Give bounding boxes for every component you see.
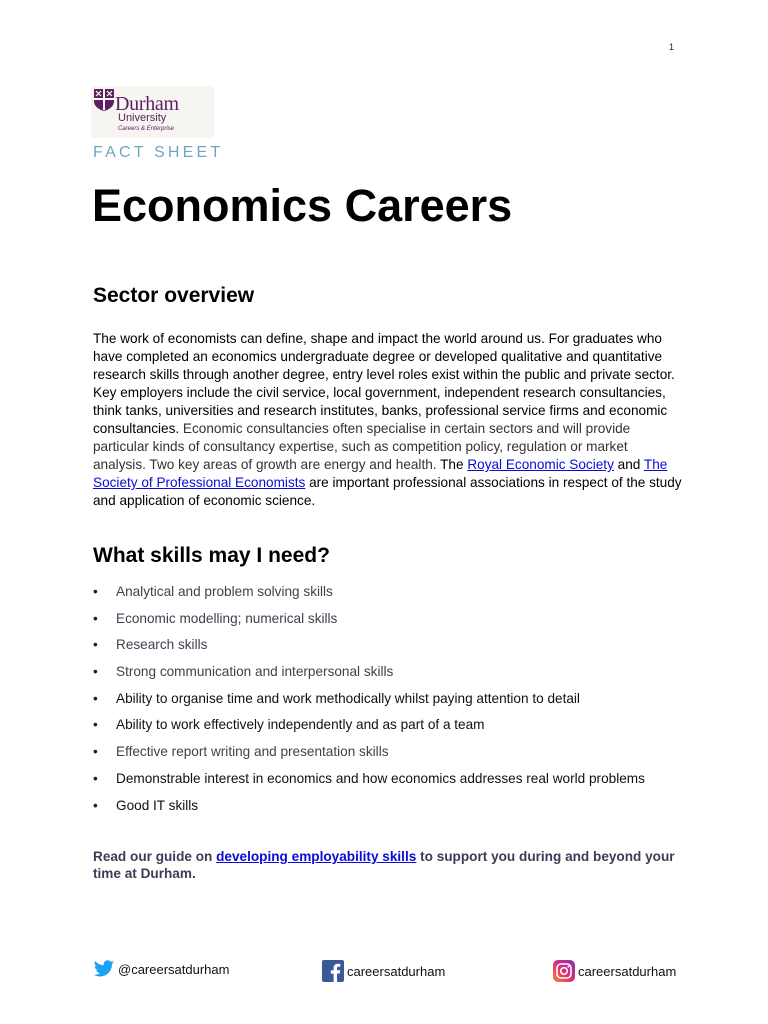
employability-guide-text — [93, 848, 693, 882]
durham-university-logo — [91, 86, 214, 138]
instagram-handle[interactable] — [553, 960, 676, 982]
twitter-handle[interactable] — [93, 960, 229, 978]
page-title: Economics Careers — [92, 180, 513, 231]
facebook-icon — [322, 960, 344, 982]
guide-text-part: Read our guide on — [93, 849, 217, 864]
skill-item — [93, 583, 645, 610]
skill-text: Economic modelling; numerical skills — [116, 610, 338, 626]
skill-item — [93, 610, 645, 637]
bullet: • — [93, 770, 98, 786]
skill-text: Effective report writing and presentation skills — [116, 744, 389, 760]
bullet: • — [93, 744, 98, 760]
skill-item — [93, 716, 645, 743]
sector-overview-heading: Sector overview — [93, 284, 255, 307]
skill-text: Research skills — [116, 637, 208, 653]
bullet: • — [93, 664, 98, 680]
fact-sheet-label: FACT SHEET — [93, 144, 224, 161]
overview-text-part: and — [613, 457, 644, 472]
facebook-label: careersatdurham — [347, 963, 446, 979]
page-number: 1 — [669, 42, 675, 52]
sector-overview-text — [93, 330, 683, 510]
skill-item — [93, 636, 645, 663]
skill-text: Good IT skills — [116, 797, 199, 813]
royal-economic-society-link[interactable]: Royal Economic Society — [467, 457, 614, 472]
bullet: • — [93, 797, 98, 813]
overview-text-part: The work of economists can define, shape and impact the world around us. For graduates who have completed an economics undergraduate degree or developed qualitative and quantitative research skills through another degree, entry level roles exist within the public and private sector. Key employers include the civil service, local government, independent research consultancies, think tanks, universities and research institutes, banks, professional service firms and economic consultancies. — [93, 331, 675, 436]
bullet: • — [93, 637, 98, 653]
twitter-label: @careersatdurham — [118, 961, 230, 977]
facebook-handle[interactable] — [322, 960, 445, 982]
overview-text-part: The — [436, 457, 468, 472]
skill-item — [93, 770, 645, 797]
skill-item — [93, 690, 645, 717]
logo-university: University — [118, 112, 167, 124]
durham-crest-icon — [93, 88, 115, 112]
employability-skills-link[interactable]: developing employability skills — [216, 849, 417, 864]
skill-text: Demonstrable interest in economics and how economics addresses real world problems — [116, 770, 645, 786]
skill-item — [93, 797, 645, 824]
instagram-label: careersatdurham — [578, 963, 677, 979]
skill-text: Ability to organise time and work methodically whilst paying attention to detail — [116, 690, 580, 706]
overview-text-part: are important professional associations in respect of the study and application of economic science. — [93, 475, 682, 508]
bullet: • — [93, 584, 98, 599]
guide-text-part: to support you during and beyond your time at Durham. — [93, 849, 675, 881]
bullet: • — [93, 717, 98, 733]
twitter-icon — [93, 960, 115, 978]
bullet: • — [93, 610, 98, 626]
skill-item — [93, 663, 645, 690]
skills-heading: What skills may I need? — [93, 544, 330, 567]
society-professional-economists-link[interactable]: The Society of Professional Economists — [93, 457, 668, 490]
logo-name: Durham — [115, 93, 179, 115]
skill-text: Ability to work effectively independently and as part of a team — [116, 717, 485, 733]
skill-text: Strong communication and interpersonal skills — [116, 664, 394, 680]
skill-text: Analytical and problem solving skills — [116, 584, 333, 599]
skills-list — [93, 583, 645, 823]
instagram-icon — [553, 960, 575, 982]
bullet: • — [93, 690, 98, 706]
overview-text-part: Economic consultancies often specialise in certain sectors and will provide particular kinds of consultancy expertise, such as competition policy, regulation or market analysis. Two key areas of growth are energy and health. — [93, 421, 631, 472]
logo-subtitle: Careers & Enterprise — [118, 126, 175, 132]
skill-item — [93, 743, 645, 770]
